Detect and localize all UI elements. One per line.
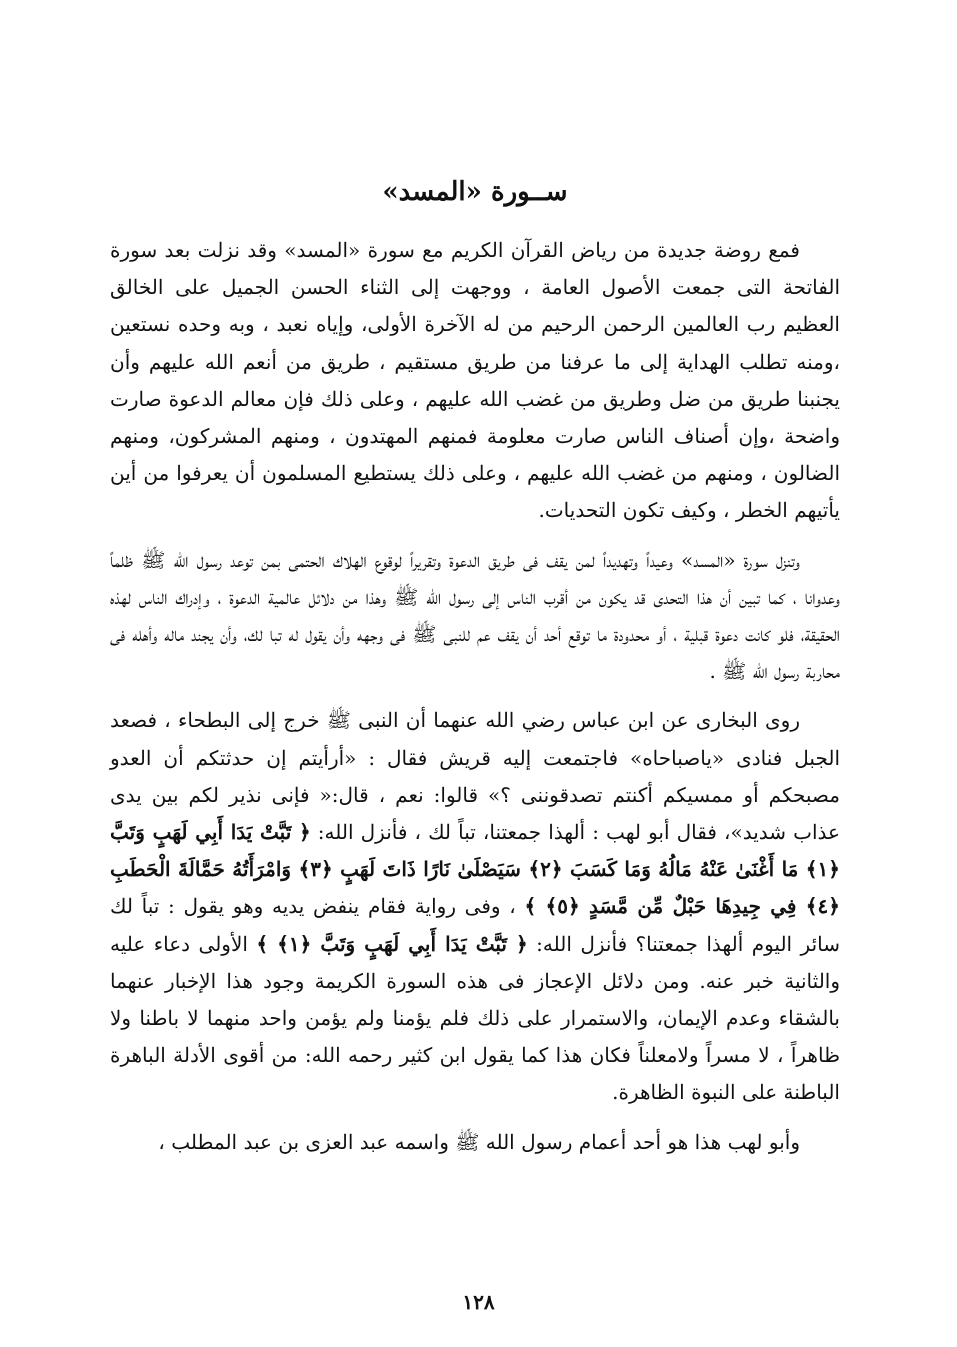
quran-verse-inline: ﴿ تَبَّتْ يَدَا أَبِي لَهَبٍ وَتَبَّ ﴿١﴾ ﴾ [256, 931, 528, 956]
quran-verse-block: ﴿ تَبَّتْ يَدَا أَبِي لَهَبٍ وَتَبَّ ﴿١﴾ مَا أَغْنَىٰ عَنْهُ مَالُهُ وَمَا كَسَبَ ﴿٢﴾ سَيَصْلَىٰ نَارًا ذَاتَ لَهَبٍ ﴿٣﴾ وَامْرَأَتُهُ حَمَّالَةَ الْحَطَبِ ﴿٤﴾ فِي جِيدِهَا حَبْلٌ مِّن مَّسَدٍ ﴿٥﴾ ﴾ [110, 820, 840, 919]
paragraph-3 [110, 702, 840, 1111]
paragraph-text: وتنزل سورة «المسد» وعيداً وتهديداً لمن يقف فى طريق الدعوة وتقريراً لوقوع الهلاك الحتمى بمن توعد رسول الله ﷺ ظلماً وعدوانا ، كما تبين أن هذا التحدى قد يكون من أقرب الناس إلى رسول الله ﷺ وهذا من دلائل عالمية الدعوة ، وإدراك الناس لهذه الحقيقة، فلو كانت دعوة قبلية ، أو محدودة ما توقع أحد أن يقف عم للنبى ﷺ فى وجهه وأن يقول له تبا لك، وأن يجند ماله وأهله فى محاربة رسول الله ﷺ . [110, 547, 840, 684]
paragraph-4 [110, 1124, 840, 1161]
paragraph-text: ، وفى رواية فقام ينفض يديه وهو يقول : تباً لك سائر اليوم ألهذا جمعتنا؟ فأنزل الله: [110, 894, 840, 956]
paragraph-text: فمع روضة جديدة من رياض القرآن الكريم مع سورة «المسد» وقد نزلت بعد سورة الفاتحة التى جمعت الأصول العامة ، ووجهت إلى الثناء الحسن الجميل على الخالق العظيم رب العالمين الرحمن الرحيم من له الآخرة الأولى، وإياه نعبد ، وبه وحده نستعين ،ومنه تطلب الهداية إلى ما عرفنا من طريق مستقيم ، طريق من أنعم الله عليهم وأن يجنبنا طريق من ضل وطريق من غضب الله عليهم ، وعلى ذلك فإن معالم الدعوة صارت واضحة ،وإن أصناف الناس صارت معلومة فمنهم المهتدون ، ومنهم المشركون، ومنهم الضالون ، ومنهم من غضب الله عليهم ، وعلى ذلك يستطيع المسلمون أن يعرفوا من أين يأتيهم الخطر ، وكيف تكون التحديات. [110, 238, 840, 523]
paragraph-2 [110, 542, 840, 691]
chapter-title: ســورة «المسد» [382, 177, 568, 207]
paragraph-text: وأبو لهب هذا هو أحد أعمام رسول الله ﷺ واسمه عبد العزى بن عبد المطلب ، [158, 1129, 800, 1154]
page-number: ١٢٨ [462, 1290, 495, 1314]
paragraph-text: الأولى دعاء عليه والثانية خبر عنه. ومن دلائل الإعجاز فى هذه السورة الكريمة وجود هذا الإخبار عنهما بالشقاء وعدم الإيمان، والاستمرار على ذلك فلم يؤمنا ولم يؤمن واحد منهما لا باطنا ولا ظاهراً ، لا مسراً ولامعلناً فكان هذا كما يقول ابن كثير رحمه الله: من أقوى الأدلة الباهرة الباطنة على النبوة الظاهرة. [110, 931, 840, 1105]
document-page [110, 170, 840, 1290]
paragraph-1 [110, 232, 840, 530]
paragraph-text: روى البخارى عن ابن عباس رضي الله عنهما أن النبى ﷺ خرج إلى البطحاء ، فصعد الجبل فنادى «ياصباحاه» فاجتمعت إليه قريش فقال : «أرأيتم إن حدثتكم أن العدو مصبحكم أو ممسيكم أكنتم تصدقوننى ؟» قالوا: نعم ، قال:« فإنى نذير لكم بين يدى عذاب شديد»، فقال أبو لهب : ألهذا جمعتنا، تباً لك ، فأنزل الله: [110, 708, 840, 845]
